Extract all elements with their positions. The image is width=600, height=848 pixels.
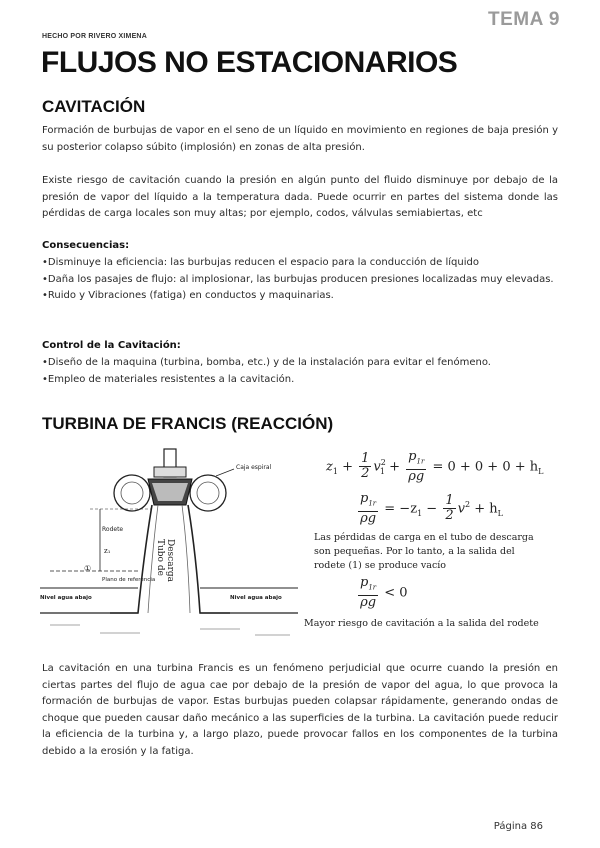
- list-item: • Diseño de la maquina (turbina, bomba, etc.) y de la instalación para evitar el fenómeno.: [42, 355, 558, 372]
- z1-label: z₁: [104, 547, 111, 555]
- nivel-right-label: Nivel agua abajo: [230, 595, 282, 601]
- rodete-label: Rodete: [102, 526, 124, 533]
- author-credit: HECHO POR RIVERO XIMENA: [42, 33, 147, 40]
- consequences-list: [42, 255, 558, 305]
- control-list: [42, 355, 558, 388]
- list-item: • Empleo de materiales resistentes a la cavitación.: [42, 372, 558, 389]
- spiral-case-right: [190, 475, 226, 511]
- page-title: FLUJOS NO ESTACIONARIOS: [41, 46, 458, 79]
- francis-turbine-diagram: [40, 443, 298, 640]
- bernoulli-equation: $z_1$ + $\frac{1}{2}$ $v^2_1$ + $\frac{p_{1r}}{\rho g}$ = $0 + 0 + 0 + h_L$: [326, 449, 544, 484]
- list-item: • Ruido y Vibraciones (fatiga) en conductos y maquinarias.: [42, 288, 558, 305]
- list-item: • Daña los pasajes de flujo: al implosionar, las burbujas producen presiones localizadas muy elevadas.: [42, 272, 558, 289]
- pressure-equation: $\frac{p_{1r}}{\rho g}$ = $-z_1$ − $\frac{1}{2}$ $v^2 + h_L$: [360, 491, 503, 526]
- tubo-label-2: Descarga: [165, 539, 175, 582]
- control-heading: Control de la Cavitación:: [42, 340, 181, 351]
- cavitation-risk-note: Mayor riesgo de cavitación a la salida del rodete: [304, 618, 539, 629]
- vacuum-inequality: $\frac{p_{1r}}{\rho g}$ < 0: [360, 575, 408, 610]
- section-heading-turbina: TURBINA DE FRANCIS (REACCIÓN): [42, 414, 334, 433]
- draft-tube-note: Las pérdidas de carga en el tubo de descarga son pequeñas. Por lo tanto, a la salida del rodete (1) se produce vacío: [314, 532, 534, 571]
- plano-referencia-label: Plano de referencia: [102, 577, 156, 583]
- definition-paragraph: Formación de burbujas de vapor en el seno de un líquido en movimiento en regiones de baja presión y su posterior colapso súbito (implosión) en zonas de alta presión.: [42, 125, 558, 153]
- caja-espiral-label: Caja espiral: [236, 464, 272, 471]
- chapter-label: TEMA 9: [488, 9, 560, 30]
- francis-cavitation-paragraph: La cavitación en una turbina Francis es un fenómeno perjudicial que ocurre cuando la presión en ciertas partes del flujo de agua cae por debajo de la presión de vapor del agua, lo que provoca la formación de burbujas de vapor. Estas burbujas pueden colapsar rápidamente, generando ondas de choque que pueden causar daño mecánico a las superficies de la turbina. La cavitación puede reducir la eficiencia de la turbina y, a largo plazo, puede provocar fallos en los componentes de la turbina debido a la erosión y la fatiga.: [42, 663, 558, 757]
- risk-paragraph: Existe riesgo de cavitación cuando la presión en algún punto del fluido disminuye por debajo de la presión de vapor del líquido a la temperatura dada. Puede ocurrir en partes del sistema donde las pérdidas de carga locales son muy altas; por ejemplo, codos, válvulas semiabiertas, etc: [42, 175, 558, 219]
- page-number: Página 86: [493, 821, 543, 832]
- section-heading-cavitacion: CAVITACIÓN: [42, 97, 146, 116]
- tubo-label-1: Tubo de: [155, 539, 165, 576]
- consequences-heading: Consecuencias:: [42, 240, 130, 251]
- point-1-label: ①: [84, 564, 92, 573]
- spiral-case-left: [114, 475, 150, 511]
- nivel-left-label: Nivel agua abajo: [40, 595, 92, 601]
- list-item: • Disminuye la eficiencia: las burbujas reducen el espacio para la conducción de líquido: [42, 255, 558, 272]
